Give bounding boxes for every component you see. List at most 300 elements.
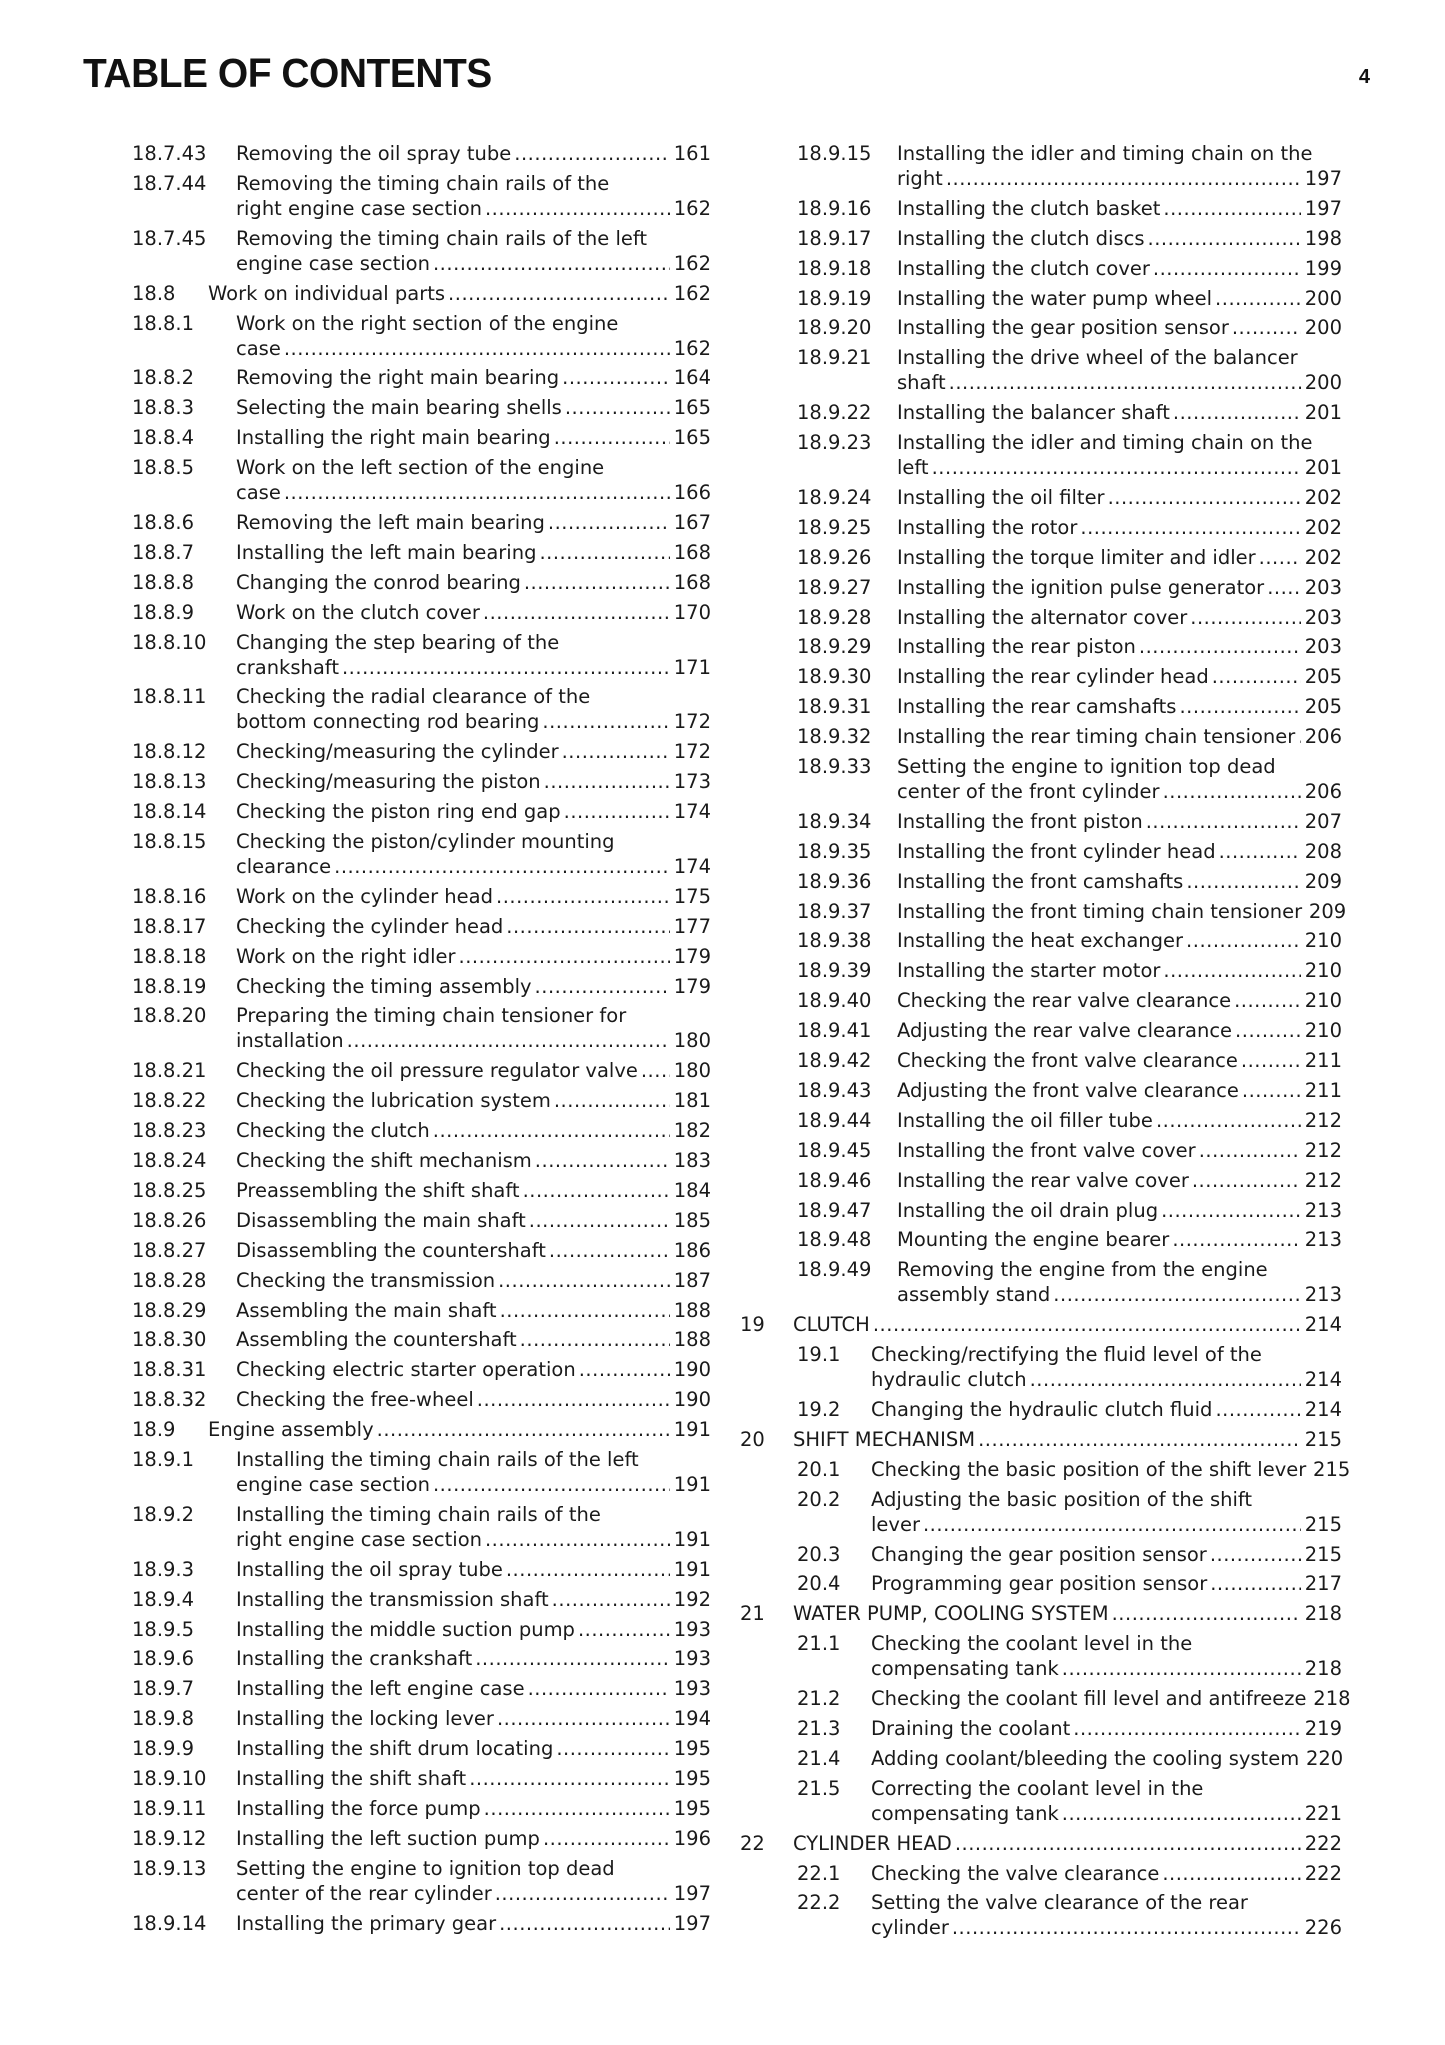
dot-leader [1241,1048,1301,1073]
toc-entry-title: Adjusting the rear valve clearance [897,1019,1233,1043]
toc-entry[interactable] [132,395,711,420]
toc-entry-page: 174 [673,855,711,879]
toc-entry[interactable] [132,171,711,221]
toc-entry-number: 18.9.30 [797,665,872,689]
toc-entry-title: lever [871,1512,920,1536]
dot-leader [485,196,670,221]
toc-entry-title: Installing the idler and timing chain on the [897,142,1313,165]
dot-leader [1062,1801,1301,1826]
toc-entry[interactable] [132,1327,711,1352]
toc-entry-page: 197 [1304,196,1342,220]
toc-entry-title: Installing the ignition pulse generator [897,575,1265,599]
toc-entry-title: hydraulic clutch [871,1368,1027,1392]
toc-entry-page: 218 [1304,1657,1342,1681]
toc-entry[interactable] [132,1088,711,1113]
toc-entry-number: 19 [740,1313,765,1337]
toc-entry-page: 190 [673,1388,711,1412]
toc-entry-number: 18.8.29 [132,1298,207,1322]
dot-leader [433,251,670,276]
toc-entry-title: Setting the valve clearance of the rear [871,1891,1248,1915]
dot-leader [448,281,670,306]
dot-leader [932,455,1301,480]
toc-entry-page: 214 [1304,1313,1342,1337]
toc-entry-title: Installing the idler and timing chain on the [897,431,1313,455]
toc-entry-page: 210 [1304,959,1342,983]
toc-entry[interactable] [745,1716,1342,1741]
toc-entry-title: Installing the clutch cover [897,256,1150,280]
toc-entry-title: Work on the cylinder head [236,884,493,908]
toc-entry[interactable] [745,345,1342,395]
toc-entry[interactable] [132,425,711,450]
toc-entry-page: 164 [673,366,711,390]
toc-entry-number: 18.9.47 [797,1198,872,1222]
toc-entry-number: 18.9.32 [797,725,872,749]
toc-entry[interactable] [132,1298,711,1323]
toc-entry[interactable] [745,958,1342,983]
toc-entry[interactable] [745,430,1342,480]
dot-leader [949,370,1301,395]
toc-entry[interactable] [132,1387,711,1412]
dot-leader [1080,515,1301,540]
dot-leader [578,1617,670,1642]
toc-entry-title: Installing the clutch basket [897,196,1161,220]
toc-entry-title: SHIFT MECHANISM [793,1427,976,1451]
toc-entry[interactable] [132,1617,711,1642]
toc-entry-title: Assembling the countershaft [236,1328,517,1352]
toc-entry[interactable] [132,226,711,276]
toc-entry-number: 18.7.44 [132,171,207,195]
toc-entry[interactable] [745,839,1342,864]
toc-entry-page: 192 [673,1587,711,1611]
toc-entry-title: Installing the left engine case [236,1677,525,1701]
toc-entry-page: 212 [1304,1138,1342,1162]
toc-entry-number: 18.9.27 [797,575,872,599]
dot-leader [342,655,670,680]
toc-entry-page: 199 [1304,256,1342,280]
toc-entry-number: 18.9.48 [797,1228,872,1252]
toc-entry[interactable] [132,311,711,361]
toc-entry[interactable] [132,365,711,390]
toc-entry-page: 195 [673,1737,711,1761]
toc-entry[interactable] [745,256,1342,281]
toc-entry-page: 161 [673,142,711,165]
dot-leader [946,166,1301,191]
toc-entry-number: 18.9.26 [797,545,872,569]
toc-entry[interactable] [745,1542,1342,1567]
toc-entry[interactable] [745,1631,1342,1681]
toc-entry[interactable] [132,974,711,999]
toc-entry[interactable] [132,1557,711,1582]
toc-entry-title: Checking the radial clearance of the [236,685,591,709]
toc-entry[interactable] [745,754,1342,804]
toc-entry-title: Installing the front timing chain tensioner [897,899,1303,923]
toc-entry[interactable] [132,1003,711,1053]
toc-entry-title: Installing the front piston [897,809,1143,833]
dot-leader [377,1417,670,1442]
toc-entry-number: 18.9.6 [132,1647,195,1671]
toc-entry[interactable] [132,281,711,306]
dot-leader [562,365,670,390]
dot-leader [1234,988,1301,1013]
toc-entry-number: 18.9.10 [132,1766,207,1790]
toc-entry[interactable] [132,600,711,625]
toc-entry-title: Changing the gear position sensor [871,1542,1207,1566]
toc-entry-number: 18.8.1 [132,311,195,335]
toc-entry[interactable] [132,1766,711,1791]
toc-entry[interactable] [740,1312,1342,1337]
toc-entry-title: Draining the coolant [871,1716,1071,1740]
toc-entry-page: 226 [1304,1916,1342,1940]
dot-leader [284,480,670,505]
dot-leader [495,1881,670,1906]
toc-entry-title: Installing the rear piston [897,635,1136,659]
toc-entry[interactable] [132,540,711,565]
dot-leader [548,510,670,535]
toc-entry[interactable] [745,1138,1342,1163]
toc-entry-title: Installing the oil filter [897,486,1105,510]
toc-entry-title: Installing the middle suction pump [236,1617,575,1641]
toc-entry[interactable] [132,884,711,909]
dot-leader [556,1736,670,1761]
toc-entry-title: Installing the rear timing chain tensioner [897,725,1296,749]
toc-entry[interactable] [745,575,1342,600]
toc-entry-title: Checking the valve clearance [871,1861,1160,1885]
toc-entry-number: 18.8.17 [132,914,207,938]
toc-entry-title: Removing the timing chain rails of the [236,171,610,195]
dot-leader [1162,1861,1301,1886]
toc-entry[interactable] [132,1058,711,1083]
toc-entry[interactable] [745,1776,1342,1826]
toc-entry-number: 18.9.39 [797,959,872,983]
toc-entry-page: 215 [1304,1542,1342,1566]
dot-leader [554,1088,670,1113]
toc-entry-page: 172 [673,710,711,734]
page-header [83,50,1383,100]
toc-entry-title: Installing the oil filler tube [897,1108,1153,1132]
toc-entry-page: 212 [1304,1108,1342,1132]
toc-entry-title: Checking the clutch [236,1119,430,1143]
dot-leader [483,600,670,625]
toc-entry[interactable] [745,988,1342,1013]
toc-entry-title: Programming gear position sensor [871,1572,1208,1596]
toc-entry-number: 20.3 [797,1542,841,1566]
toc-entry[interactable] [745,485,1342,510]
toc-entry[interactable] [745,724,1342,749]
toc-entry-number: 18.8.8 [132,570,195,594]
toc-entry[interactable] [745,899,1347,924]
toc-entry-number: 18.8.6 [132,511,195,535]
toc-entry-page: 175 [673,884,711,908]
toc-entry[interactable] [132,1676,711,1701]
toc-entry-number: 18.9.34 [797,809,872,833]
toc-entry-page: 165 [673,396,711,420]
toc-entry[interactable] [745,1078,1342,1103]
toc-entry[interactable] [740,1427,1342,1452]
toc-entry-number: 18.9.37 [797,899,872,923]
toc-entry-number: 18.8.10 [132,630,207,654]
dot-leader [641,1058,670,1083]
toc-entry[interactable] [745,315,1342,340]
toc-entry[interactable] [132,1208,711,1233]
toc-entry[interactable] [745,1168,1342,1193]
toc-entry-page: 168 [673,540,711,564]
toc-entry[interactable] [132,1706,711,1731]
toc-entry-page: 210 [1304,989,1342,1013]
dot-leader [485,1527,670,1552]
toc-entry-title: Installing the rotor [897,515,1078,539]
toc-entry[interactable] [745,928,1342,953]
toc-entry-number: 18.8.3 [132,396,195,420]
toc-entry[interactable] [132,1911,711,1936]
dot-leader [459,944,670,969]
dot-leader [1161,1198,1301,1223]
toc-entry[interactable] [132,1417,711,1442]
toc-entry-number: 18.9.25 [797,515,872,539]
toc-entry-page: 203 [1304,605,1342,629]
toc-entry[interactable] [132,1826,711,1851]
toc-entry-number: 18.9.4 [132,1587,195,1611]
toc-entry-title: Installing the rear cylinder head [897,665,1209,689]
toc-entry-number: 18.9.14 [132,1911,207,1935]
toc-entry-page: 206 [1304,780,1342,804]
toc-entry-page: 196 [673,1826,711,1850]
toc-entry-number: 18.7.43 [132,142,207,165]
toc-entry-number: 18.8.32 [132,1388,207,1412]
toc-entry-title: Installing the right main bearing [236,426,551,450]
toc-entry[interactable] [132,1502,711,1552]
toc-entry[interactable] [132,739,711,764]
toc-entry-page: 194 [673,1707,711,1731]
toc-entry-title: Changing the step bearing of the [236,630,560,654]
toc-entry[interactable] [745,1108,1342,1133]
toc-entry[interactable] [745,196,1342,221]
toc-entry[interactable] [745,694,1342,719]
toc-entry[interactable] [132,1587,711,1612]
toc-entry[interactable] [745,1342,1342,1392]
toc-entry-number: 18.9.16 [797,196,872,220]
toc-entry-title: Mounting the engine bearer [897,1228,1170,1252]
toc-entry[interactable] [745,664,1342,689]
toc-entry[interactable] [745,634,1342,659]
toc-entry-number: 18.8.14 [132,800,207,824]
toc-entry[interactable] [745,400,1342,425]
page-title: TABLE OF CONTENTS [83,50,492,96]
dot-leader [565,395,670,420]
toc-entry-page: 202 [1304,515,1342,539]
toc-entry-page: 188 [673,1298,711,1322]
toc-entry[interactable] [132,1646,711,1671]
toc-entry-title: Preparing the timing chain tensioner for [236,1004,627,1028]
toc-entry[interactable] [132,1856,711,1906]
toc-entry-number: 18.8.5 [132,456,195,480]
dot-leader [433,1472,670,1497]
toc-entry[interactable] [745,1397,1342,1422]
toc-entry-page: 218 [1304,1602,1342,1626]
toc-entry[interactable] [745,1890,1342,1940]
toc-entry-page: 214 [1304,1368,1342,1392]
toc-entry[interactable] [132,829,711,879]
toc-entry[interactable] [745,545,1342,570]
dot-leader [1219,839,1301,864]
toc-entry-page: 195 [673,1766,711,1790]
toc-entry-number: 18.9.45 [797,1138,872,1162]
toc-entry-title: CLUTCH [793,1313,870,1337]
dot-leader [1163,196,1301,221]
toc-entry-page: 200 [1304,316,1342,340]
toc-entry[interactable] [745,1746,1342,1771]
toc-entry-title: right engine case section [236,1527,482,1551]
dot-leader [952,1915,1301,1940]
toc-entry[interactable] [132,1268,711,1293]
dot-leader [1148,226,1301,251]
toc-entry-number: 18.9.13 [132,1856,207,1880]
toc-entry-page: 167 [673,511,711,535]
toc-entry-title: Installing the drive wheel of the balancer [897,346,1298,370]
toc-entry[interactable] [745,1571,1342,1596]
toc-entry[interactable] [132,1357,711,1382]
toc-entry-title: left [897,456,929,480]
toc-entry-page: 222 [1304,1831,1342,1855]
dot-leader [554,425,670,450]
toc-entry-title: compensating tank [871,1801,1059,1825]
toc-entry[interactable] [132,684,711,734]
toc-entry[interactable] [745,1048,1342,1073]
toc-entry-number: 18.8.31 [132,1358,207,1382]
toc-entry-number: 18.9.46 [797,1168,872,1192]
toc-entry-number: 20.4 [797,1572,841,1596]
dot-leader [543,1826,670,1851]
dot-leader [544,769,670,794]
dot-leader [496,884,670,909]
dot-leader [433,1118,670,1143]
toc-entry-number: 19.2 [797,1397,841,1421]
toc-entry[interactable] [132,1178,711,1203]
toc-entry-page: 183 [673,1149,711,1173]
toc-entry[interactable] [132,1148,711,1173]
dot-leader [499,1911,670,1936]
toc-entry-page: 193 [673,1677,711,1701]
toc-entry-title: Checking the basic position of the shift lever [871,1457,1307,1481]
toc-entry[interactable] [745,869,1342,894]
toc-entry-page: 201 [1304,401,1342,425]
toc-entry-number: 21.3 [797,1716,841,1740]
toc-entry[interactable] [745,141,1342,191]
toc-entry[interactable] [132,1796,711,1821]
dot-leader [1242,1078,1301,1103]
toc-entry-page: 221 [1304,1801,1342,1825]
toc-entry-page: 188 [673,1328,711,1352]
toc-entry-title: center of the front cylinder [897,780,1160,804]
toc-entry-title: Changing the conrod bearing [236,570,521,594]
toc-entry[interactable] [132,1447,711,1497]
dot-leader [1139,634,1301,659]
toc-entry[interactable] [132,570,711,595]
toc-entry[interactable] [745,515,1342,540]
toc-entry-page: 206 [1304,725,1342,749]
toc-entry[interactable] [745,1686,1351,1711]
dot-leader [955,1831,1301,1856]
toc-entry-title: Installing the timing chain rails of the left [236,1447,639,1471]
dot-leader [500,1298,670,1323]
toc-entry-page: 213 [1304,1198,1342,1222]
toc-entry-title: Checking the coolant level in the [871,1632,1193,1656]
toc-entry[interactable] [132,141,711,166]
toc-entry[interactable] [745,1198,1342,1223]
dot-leader [1267,575,1301,600]
dot-leader [506,1557,670,1582]
toc-entry[interactable] [745,226,1342,251]
toc-entry-page: 172 [673,740,711,764]
dot-leader [552,1587,670,1612]
toc-entry[interactable] [745,1227,1342,1252]
toc-entry[interactable] [132,769,711,794]
toc-entry-page: 214 [1304,1397,1342,1421]
toc-entry-title: right engine case section [236,196,482,220]
toc-entry[interactable] [745,1018,1342,1043]
toc-entry[interactable] [132,630,711,680]
toc-entry[interactable] [740,1601,1342,1626]
toc-entry-number: 18.9.7 [132,1677,195,1701]
toc-entry-title: Work on the clutch cover [236,600,480,624]
toc-entry[interactable] [745,1257,1342,1307]
toc-entry[interactable] [132,510,711,535]
toc-entry[interactable] [132,914,711,939]
dot-leader [539,540,670,565]
toc-entry-title: clearance [236,855,332,879]
toc-entry[interactable] [745,1457,1351,1482]
toc-entry-title: Installing the oil drain plug [897,1198,1159,1222]
toc-entry-page: 168 [673,570,711,594]
toc-entry-title: Adding coolant/bleeding the cooling system [871,1746,1300,1770]
toc-entry[interactable] [132,455,711,505]
toc-entry-page: 203 [1304,575,1342,599]
toc-entry[interactable] [132,1118,711,1143]
toc-entry[interactable] [745,605,1342,630]
toc-entry[interactable] [132,799,711,824]
toc-entry-page: 213 [1304,1283,1342,1307]
toc-entry[interactable] [745,1487,1342,1537]
toc-entry-page: 171 [673,655,711,679]
toc-entry-title: Checking the shift mechanism [236,1149,532,1173]
toc-entry[interactable] [132,944,711,969]
toc-entry[interactable] [745,1861,1342,1886]
toc-entry-page: 201 [1304,456,1342,480]
toc-entry-number: 18.9.40 [797,989,872,1013]
toc-entry-page: 190 [673,1358,711,1382]
toc-entry-title: case [236,336,281,360]
toc-entry-title: Work on the left section of the engine [236,456,605,480]
dot-leader [923,1512,1301,1537]
toc-entry-page: 180 [673,1059,711,1083]
toc-entry-title: shaft [897,371,946,395]
toc-entry[interactable] [740,1831,1342,1856]
toc-entry[interactable] [132,1238,711,1263]
toc-entry-title: Preassembling the shift shaft [236,1178,520,1202]
dot-leader [498,1268,670,1293]
toc-entry[interactable] [132,1736,711,1761]
toc-entry-title: Installing the heat exchanger [897,929,1184,953]
dot-leader [1172,1227,1301,1252]
toc-entry-page: 197 [673,1911,711,1935]
dot-leader [469,1766,670,1791]
toc-entry[interactable] [745,286,1342,311]
toc-entry-number: 21 [740,1602,765,1626]
toc-entry-title: Installing the force pump [236,1796,481,1820]
toc-entry-number: 18.8.22 [132,1089,207,1113]
toc-entry-title: Installing the timing chain rails of the [236,1502,601,1526]
toc-entry-title: Removing the oil spray tube [236,142,512,165]
toc-entry[interactable] [745,809,1342,834]
